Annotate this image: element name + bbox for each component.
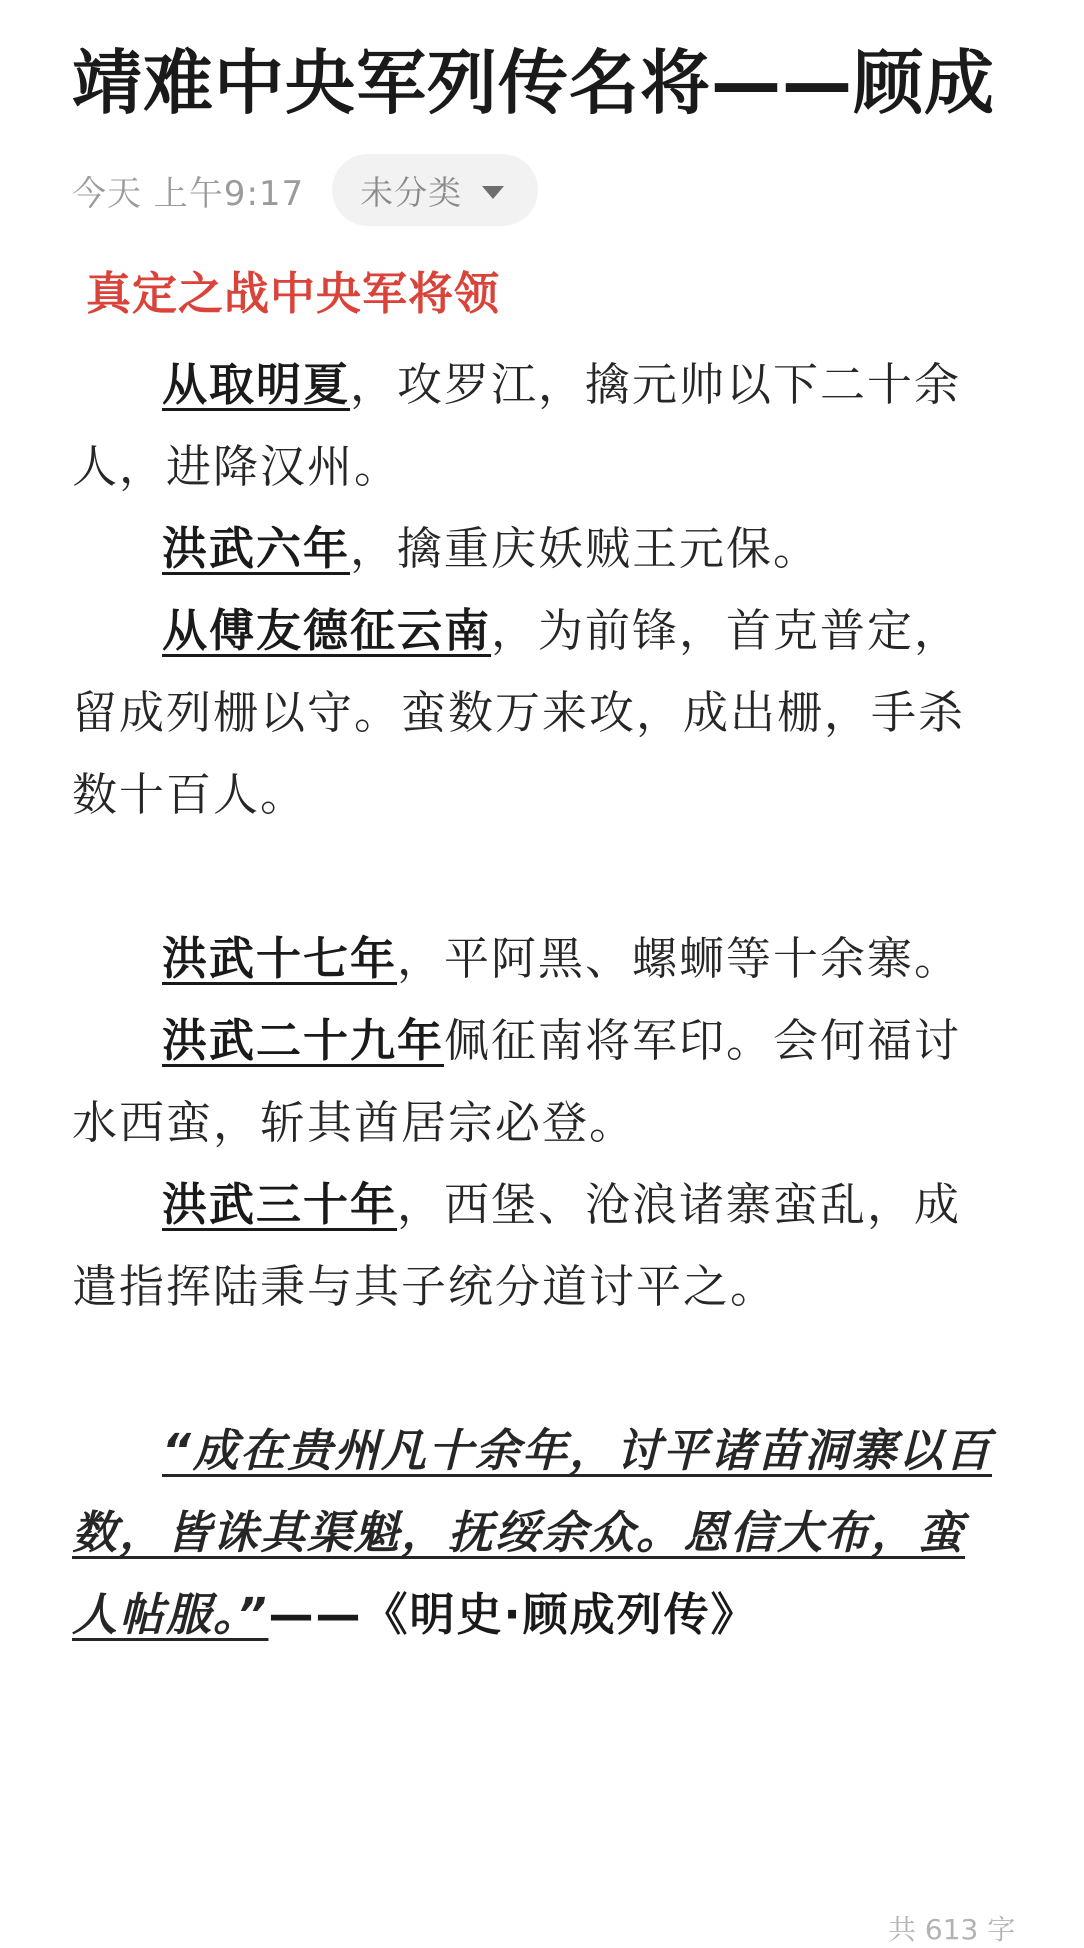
paragraph bbox=[72, 508, 1002, 590]
paragraph-lead: 洪武二十九年 bbox=[162, 1014, 445, 1067]
paragraph bbox=[72, 918, 1002, 1000]
chevron-down-icon bbox=[482, 186, 504, 199]
word-count: 共 613 字 bbox=[888, 1913, 1016, 1946]
timestamp: 今天 上午9:17 bbox=[72, 173, 305, 214]
paragraph-text: ，攻罗江，擒元帅以下二十余人，进降汉州。 bbox=[72, 358, 962, 493]
paragraph-lead: 从取明夏 bbox=[162, 358, 351, 411]
paragraph bbox=[72, 344, 1002, 508]
paragraph-lead: 洪武六年 bbox=[162, 522, 351, 575]
paragraph-text: ，西堡、沧浪诸寨蛮乱，成遣指挥陆秉与其子统分道讨平之。 bbox=[72, 1178, 962, 1313]
quote-text: “成在贵州凡十余年，讨平诸苗洞寨以百数，皆诛其渠魁，抚绥余众。恩信大布，蛮人帖服。” bbox=[72, 1424, 992, 1641]
category-dropdown[interactable] bbox=[332, 154, 538, 226]
article-body bbox=[72, 344, 1002, 1656]
paragraph-lead: 洪武三十年 bbox=[162, 1178, 398, 1231]
paragraph-text: ，擒重庆妖贼王元保。 bbox=[350, 522, 821, 575]
category-label: 未分类 bbox=[360, 172, 463, 212]
section-heading: 真定之战中央军将领 bbox=[86, 267, 501, 320]
article-title: 靖难中央军列传名将——顾成 bbox=[72, 42, 995, 124]
paragraph-text: ，为前锋，首克普定，留成列栅以守。蛮数万来攻，成出栅，手杀数十百人。 bbox=[72, 604, 966, 821]
paragraph bbox=[72, 1000, 1002, 1164]
paragraph-text: ，平阿黑、螺蛳等十余寨。 bbox=[397, 932, 962, 985]
paragraph-lead: 洪武十七年 bbox=[162, 932, 398, 985]
article-meta bbox=[72, 154, 538, 226]
paragraph bbox=[72, 590, 1002, 836]
paragraph bbox=[72, 1164, 1002, 1328]
paragraph-lead: 从傅友德征云南 bbox=[162, 604, 492, 657]
quote-paragraph bbox=[72, 1410, 1002, 1656]
quote-source: ——《明史·顾成列传》 bbox=[268, 1588, 758, 1641]
paragraph-text: 佩征南将军印。会何福讨水西蛮，斩其酋居宗必登。 bbox=[72, 1014, 962, 1149]
